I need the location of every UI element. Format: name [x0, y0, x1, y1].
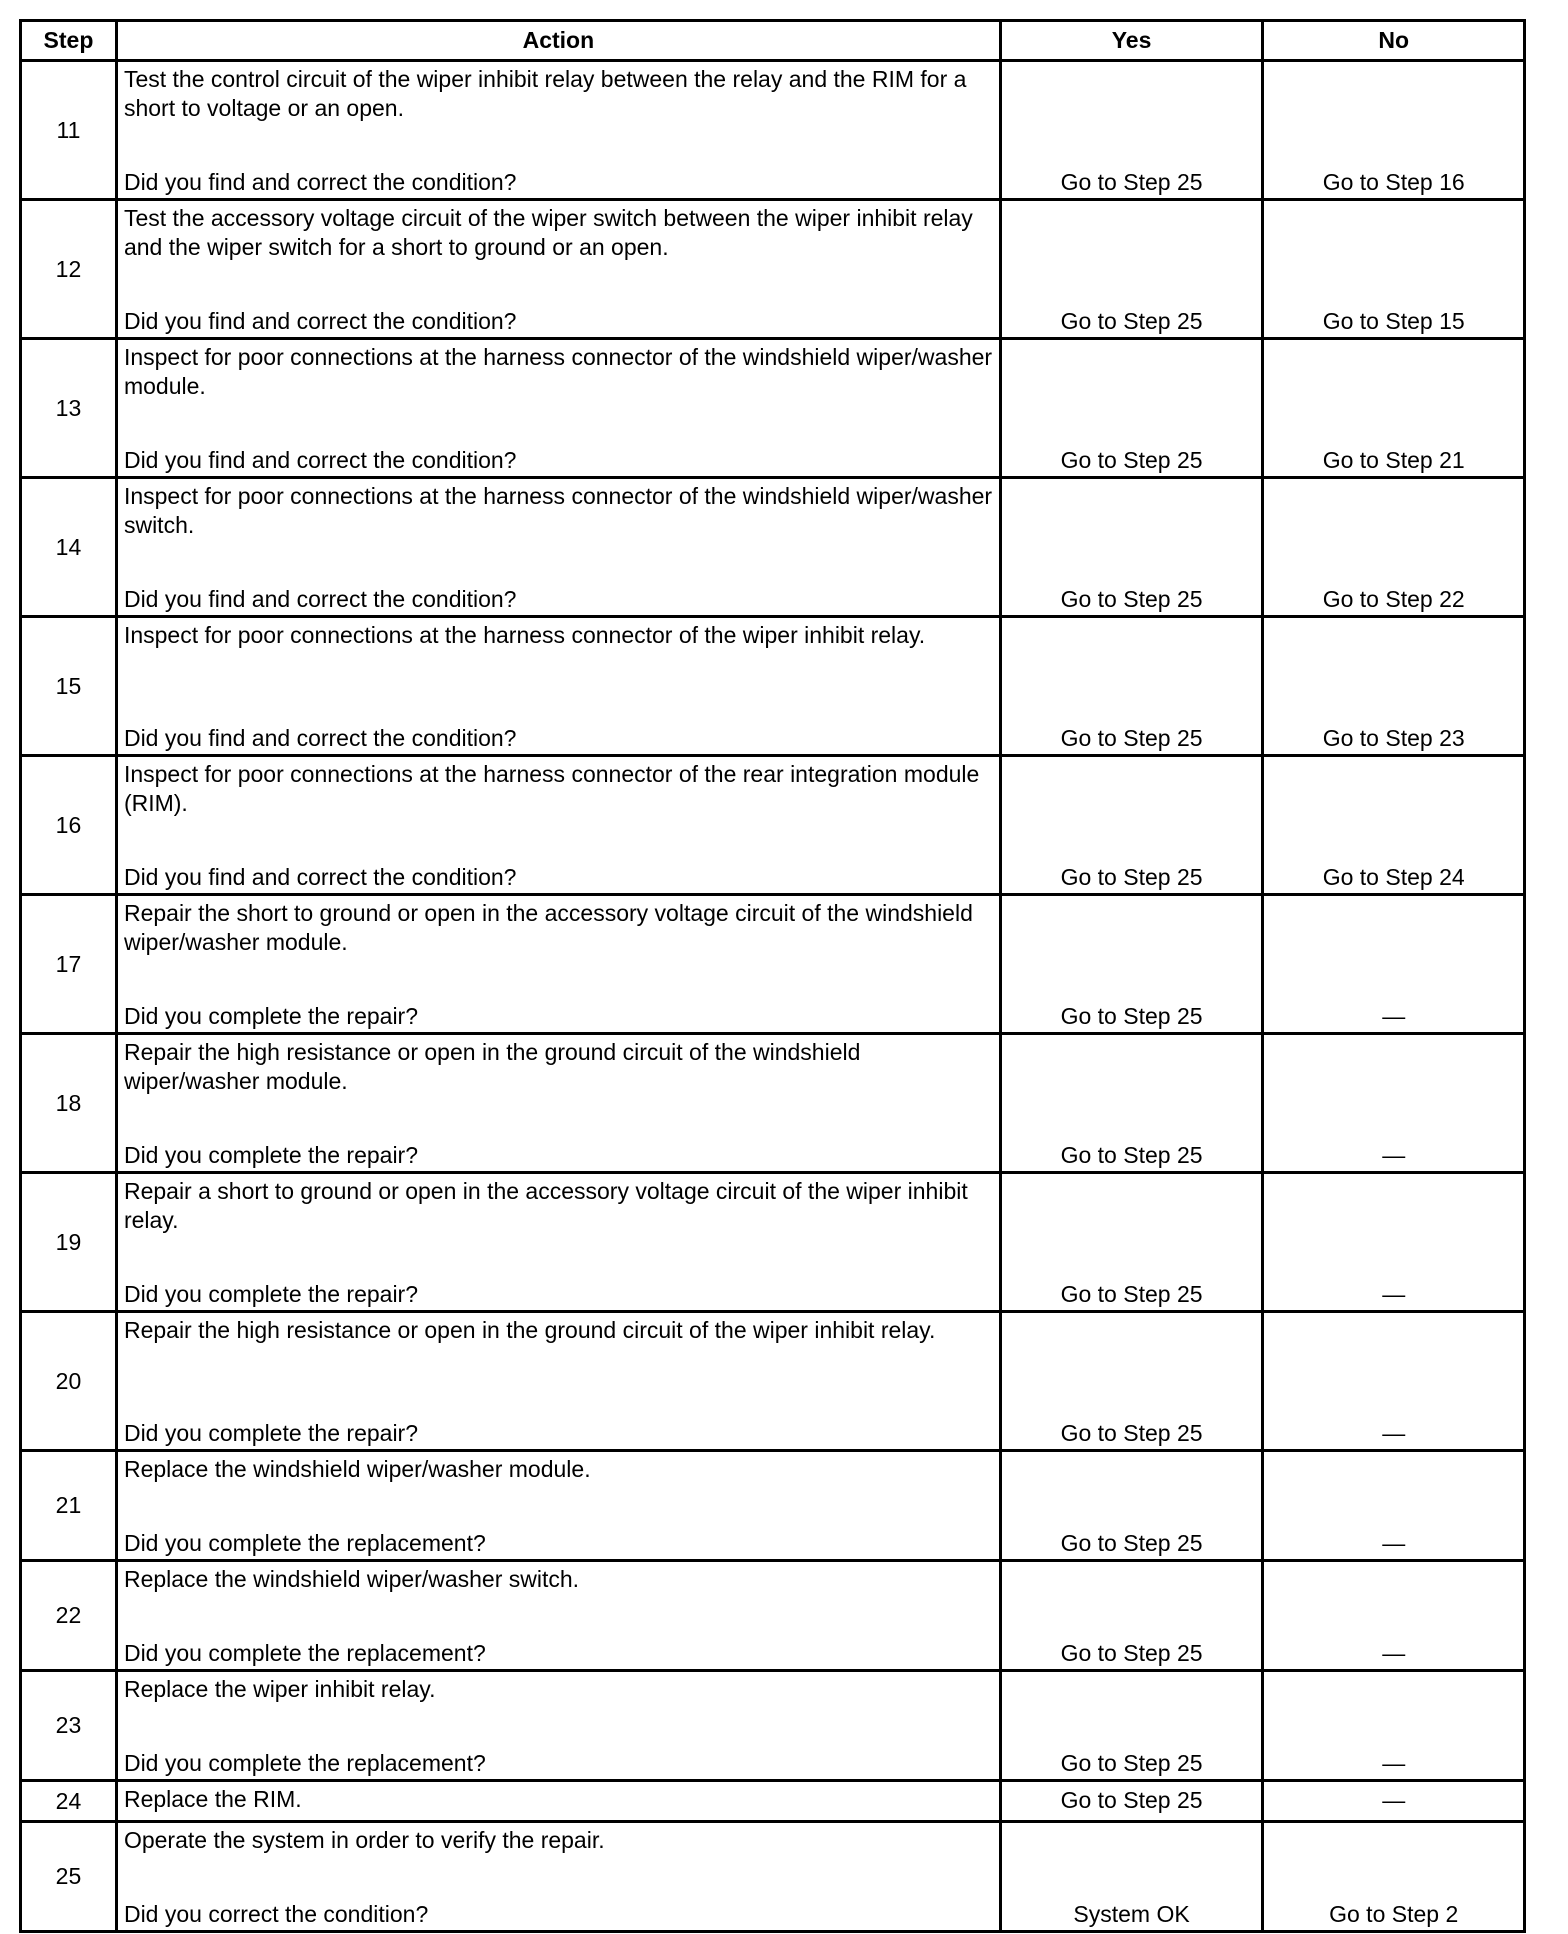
table-row	[21, 895, 1525, 1034]
action-cell	[116, 617, 1000, 756]
step-number: 25	[21, 1822, 117, 1932]
header-no: No	[1263, 21, 1525, 61]
yes-result: Go to Step 25	[1000, 61, 1263, 200]
yes-result: Go to Step 25	[1000, 1451, 1263, 1561]
table-row	[21, 1173, 1525, 1312]
step-number: 20	[21, 1312, 117, 1451]
action-question: Did you find and correct the condition?	[123, 447, 517, 473]
header-yes: Yes	[1000, 21, 1263, 61]
no-result: Go to Step 2	[1263, 1822, 1525, 1932]
yes-result: Go to Step 25	[1000, 1312, 1263, 1451]
no-result: —	[1263, 1034, 1525, 1173]
action-content	[124, 1672, 995, 1779]
action-content	[124, 1782, 995, 1820]
action-cell	[116, 200, 1000, 339]
header-action: Action	[116, 21, 1000, 61]
action-cell	[116, 339, 1000, 478]
action-cell	[116, 478, 1000, 617]
yes-result: Go to Step 25	[1000, 339, 1263, 478]
action-question: Did you find and correct the condition?	[123, 725, 517, 751]
action-question: Did you find and correct the condition?	[123, 169, 517, 195]
action-question: Did you find and correct the condition?	[123, 308, 517, 334]
action-content	[124, 201, 995, 337]
table-row	[21, 61, 1525, 200]
action-question: Did you find and correct the condition?	[123, 586, 517, 612]
action-question: Did you correct the condition?	[123, 1901, 429, 1927]
no-result: Go to Step 22	[1263, 478, 1525, 617]
action-text: Replace the RIM.	[123, 1786, 302, 1812]
no-result: —	[1263, 1173, 1525, 1312]
action-question: Did you find and correct the condition?	[123, 864, 517, 890]
action-text: Repair the short to ground or open in the accessory voltage circuit of the windshield wiper/washer module.	[123, 900, 973, 955]
action-content	[124, 1313, 995, 1449]
action-question: Did you complete the replacement?	[123, 1530, 486, 1556]
no-result: Go to Step 23	[1263, 617, 1525, 756]
yes-result: Go to Step 25	[1000, 1561, 1263, 1671]
action-cell	[116, 1451, 1000, 1561]
step-number: 24	[21, 1781, 117, 1822]
yes-result: Go to Step 25	[1000, 1781, 1263, 1822]
step-number: 23	[21, 1671, 117, 1781]
action-content	[124, 1452, 995, 1559]
step-number: 12	[21, 200, 117, 339]
no-result: —	[1263, 1312, 1525, 1451]
action-text: Repair a short to ground or open in the accessory voltage circuit of the wiper inhibit relay.	[123, 1178, 968, 1233]
action-text: Inspect for poor connections at the harness connector of the rear integration module (RIM).	[123, 761, 980, 816]
action-text: Repair the high resistance or open in the ground circuit of the windshield wiper/washer module.	[123, 1039, 861, 1094]
action-cell	[116, 756, 1000, 895]
table-row	[21, 339, 1525, 478]
action-cell	[116, 1561, 1000, 1671]
action-text: Test the control circuit of the wiper inhibit relay between the relay and the RIM for a short to voltage or an open.	[123, 66, 967, 121]
yes-result: Go to Step 25	[1000, 617, 1263, 756]
table-row	[21, 1671, 1525, 1781]
step-number: 22	[21, 1561, 117, 1671]
action-cell	[116, 1173, 1000, 1312]
table-row	[21, 1312, 1525, 1451]
table-row	[21, 617, 1525, 756]
action-cell	[116, 1671, 1000, 1781]
action-content	[124, 1562, 995, 1669]
action-cell	[116, 1822, 1000, 1932]
action-content	[124, 62, 995, 198]
yes-result: System OK	[1000, 1822, 1263, 1932]
action-cell	[116, 1312, 1000, 1451]
step-number: 15	[21, 617, 117, 756]
yes-result: Go to Step 25	[1000, 1671, 1263, 1781]
table-row	[21, 756, 1525, 895]
action-text: Repair the high resistance or open in the ground circuit of the wiper inhibit relay.	[123, 1317, 936, 1343]
action-cell	[116, 61, 1000, 200]
yes-result: Go to Step 25	[1000, 200, 1263, 339]
action-question: Did you complete the repair?	[123, 1142, 419, 1168]
action-content	[124, 896, 995, 1032]
action-question: Did you complete the repair?	[123, 1420, 419, 1446]
header-step: Step	[21, 21, 117, 61]
yes-result: Go to Step 25	[1000, 478, 1263, 617]
action-content	[124, 757, 995, 893]
yes-result: Go to Step 25	[1000, 1034, 1263, 1173]
step-number: 13	[21, 339, 117, 478]
action-content	[124, 1174, 995, 1310]
table-row	[21, 1034, 1525, 1173]
action-content	[124, 479, 995, 615]
no-result: —	[1263, 895, 1525, 1034]
action-text: Replace the windshield wiper/washer switch.	[123, 1566, 580, 1592]
action-cell	[116, 895, 1000, 1034]
table-row	[21, 1822, 1525, 1932]
yes-result: Go to Step 25	[1000, 756, 1263, 895]
action-text: Inspect for poor connections at the harness connector of the wiper inhibit relay.	[123, 622, 926, 648]
step-number: 11	[21, 61, 117, 200]
action-question: Did you complete the repair?	[123, 1003, 419, 1029]
action-question: Did you complete the repair?	[123, 1281, 419, 1307]
step-number: 16	[21, 756, 117, 895]
step-number: 19	[21, 1173, 117, 1312]
yes-result: Go to Step 25	[1000, 1173, 1263, 1312]
no-result: Go to Step 24	[1263, 756, 1525, 895]
action-content	[124, 1035, 995, 1171]
table-row	[21, 1561, 1525, 1671]
step-number: 14	[21, 478, 117, 617]
table-body	[21, 61, 1525, 1932]
table-row	[21, 1781, 1525, 1822]
action-cell	[116, 1034, 1000, 1173]
action-content	[124, 340, 995, 476]
action-question: Did you complete the replacement?	[123, 1640, 486, 1666]
no-result: Go to Step 21	[1263, 339, 1525, 478]
header-row	[21, 21, 1525, 61]
no-result: Go to Step 16	[1263, 61, 1525, 200]
step-number: 18	[21, 1034, 117, 1173]
no-result: Go to Step 15	[1263, 200, 1525, 339]
action-content	[124, 618, 995, 754]
action-text: Inspect for poor connections at the harness connector of the windshield wiper/washer module.	[123, 344, 993, 399]
action-text: Test the accessory voltage circuit of the wiper switch between the wiper inhibit relay and the wiper switch for a short to ground or an open.	[123, 205, 973, 260]
action-text: Inspect for poor connections at the harness connector of the windshield wiper/washer switch.	[123, 483, 993, 538]
step-number: 17	[21, 895, 117, 1034]
yes-result: Go to Step 25	[1000, 895, 1263, 1034]
no-result: —	[1263, 1451, 1525, 1561]
no-result: —	[1263, 1671, 1525, 1781]
table-row	[21, 1451, 1525, 1561]
table-row	[21, 200, 1525, 339]
action-question: Did you complete the replacement?	[123, 1750, 486, 1776]
action-text: Replace the wiper inhibit relay.	[123, 1676, 436, 1702]
action-cell	[116, 1781, 1000, 1822]
action-text: Replace the windshield wiper/washer module.	[123, 1456, 591, 1482]
table-row	[21, 478, 1525, 617]
no-result: —	[1263, 1781, 1525, 1822]
diagnostic-table	[19, 19, 1526, 1933]
action-text: Operate the system in order to verify the repair.	[123, 1827, 605, 1853]
step-number: 21	[21, 1451, 117, 1561]
no-result: —	[1263, 1561, 1525, 1671]
action-content	[124, 1823, 995, 1930]
